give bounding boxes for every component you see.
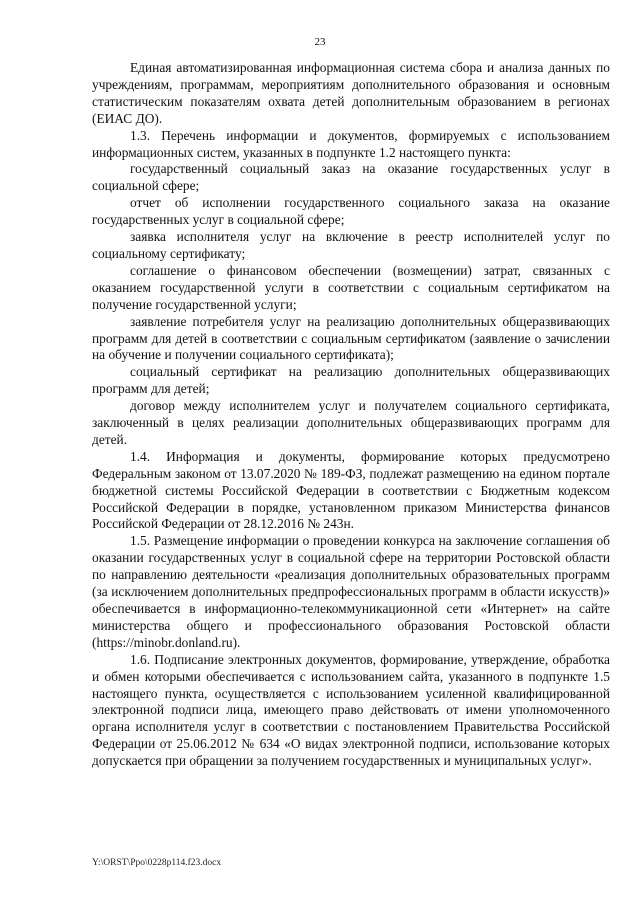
list-item-contractor-application: заявка исполнителя услуг на включение в реестр исполнителей услуг по социальному сертификату; [92,229,610,261]
paragraph-1-6: 1.6. Подписание электронных документов, формирование, утверждение, обработка и обмен которыми обеспечивается с использованием сайта, указанного в подпункте 1.5 настоящего пункта, осуществляется с использованием усиленной квалифицированной электронной подписи лица, имеющего право действовать от имени уполномоченного органа исполнителя услуг в соответствии с постановлением Правительства Российской Федерации от 25.06.2012 № 634 «О видах электронной подписи, использование которых допускается при обращении за получением государственных и муниципальных услуг». [92,651,610,769]
list-item-contract: договор между исполнителем услуг и получателем социального сертификата, заключенный в целях реализации дополнительных общеразвивающих программ для детей. [92,398,610,447]
paragraph-1-4: 1.4. Информация и документы, формирование которых предусмотрено Федеральным законом от 13.07.2020 № 189-ФЗ, подлежат размещению на едином портале бюджетной системы Российской Федерации в соответствии с Бюджетным кодексом Российской Федерации в порядке, установленном приказом Министерства финансов Российской Федерации от 28.12.2016 № 243н. [92,448,610,532]
paragraph-1-3: 1.3. Перечень информации и документов, формируемых с использованием информационных систем, указанных в подпункте 1.2 настоящего пункта: [92,127,610,160]
footer-file-path: Y:\ORST\Ppo\0228p114.f23.docx [92,858,222,868]
list-item-social-certificate: социальный сертификат на реализацию дополнительных общеразвивающих программ для детей; [92,364,610,397]
paragraph-eias-do: Единая автоматизированная информационная система сбора и анализа данных по учреждениям, программам, мероприятиям дополнительного образования и основным статистическим показателям охвата детей дополнительным образованием в регионах (ЕИАС ДО). [92,60,610,126]
list-item-social-order: государственный социальный заказ на оказание государственных услуг в социальной сфере; [92,161,610,194]
list-item-order-report: отчет об исполнении государственного социального заказа на оказание государственных услуг в социальной сфере; [92,195,610,228]
list-item-consumer-statement: заявление потребителя услуг на реализацию дополнительных общеразвивающих программ для детей в соответствии с социальным сертификатом (заявление о зачислении на обучение и получении социального сертификата); [92,313,610,363]
document-body [92,60,610,770]
paragraph-1-5: 1.5. Размещение информации о проведении конкурса на заключение соглашения об оказании государственных услуг в социальной сфере на территории Ростовской области по направлению деятельности «реализация дополнительных образовательных программ (за исключением дополнительных предпрофессиональных программ в области искусств)» обеспечивается в информационно-телекоммуникационной сети «Интернет» на сайте министерства общего и профессионального образования Ростовской области (https://minobr.donland.ru). [92,533,610,650]
page-number: 23 [314,36,326,48]
list-item-funding-agreement: соглашение о финансовом обеспечении (возмещении) затрат, связанных с оказанием государственной услуги в соответствии с социальным сертификатом на получение государственной услуги; [92,262,610,312]
